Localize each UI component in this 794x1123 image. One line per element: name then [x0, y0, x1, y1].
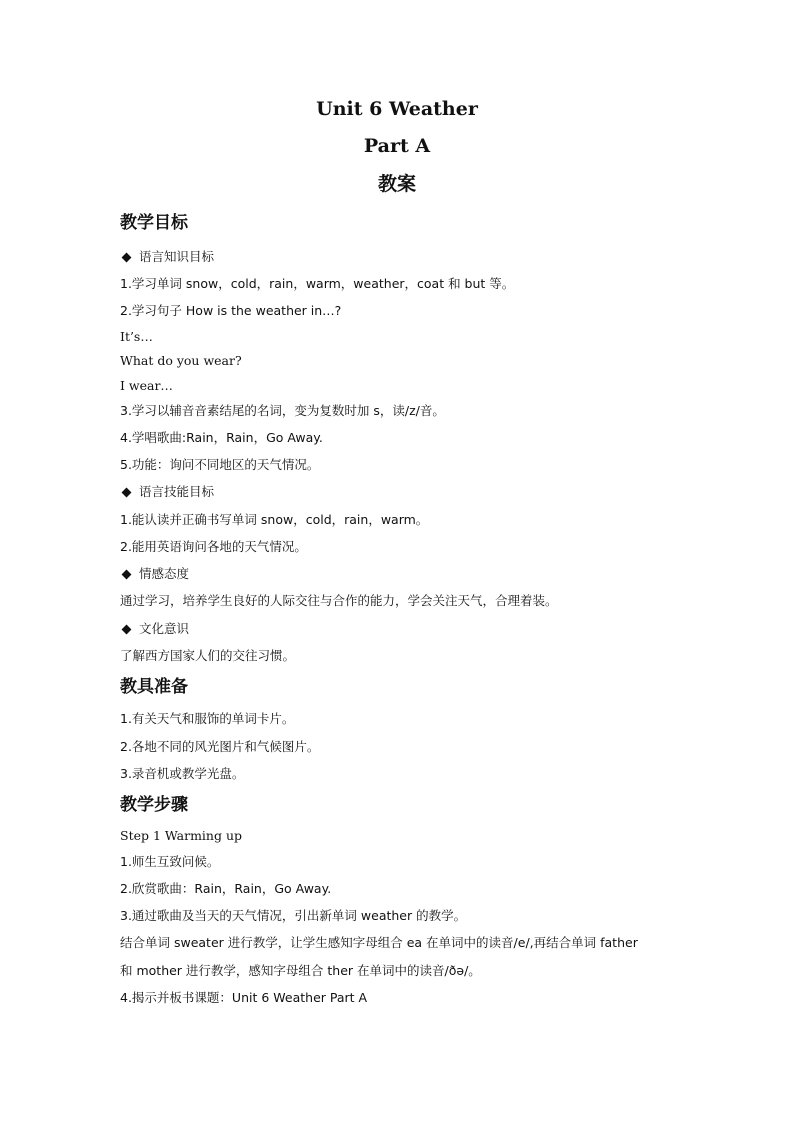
list-item: 3.通过歌曲及当天的天气情况，引出新单词 weather 的教学。 — [120, 908, 467, 923]
list-item: 1.有关天气和服饰的单词卡片。 — [120, 711, 295, 726]
bullet-knowledge — [120, 248, 214, 266]
list-item: 1.学习单词 snow，cold，rain，warm，weather，coat 和 but 等。 — [120, 276, 515, 291]
list-item: What do you wear? — [120, 353, 242, 368]
list-item: 4.揭示并板书课题：Unit 6 Weather Part A — [120, 990, 368, 1005]
list-item: 1.能认读并正确书写单词 snow，cold，rain，warm。 — [120, 512, 429, 527]
list-item: 通过学习，培养学生良好的人际交往与合作的能力，学会关注天气，合理着装。 — [120, 593, 558, 608]
bullet-culture — [120, 620, 189, 638]
section-heading-objectives: 教学目标 — [120, 213, 188, 233]
section-heading-materials: 教具准备 — [120, 677, 188, 697]
list-item: 2.学习句子 How is the weather in…? — [120, 303, 342, 318]
list-item: 5.功能：询问不同地区的天气情况。 — [120, 457, 320, 472]
bullet-skill — [120, 483, 214, 501]
bullet-label: 语言技能目标 — [139, 484, 215, 499]
list-item: 1.师生互致问候。 — [120, 854, 220, 869]
list-item: 和 mother 进行教学，感知字母组合 ther 在单词中的读音/ðə/。 — [120, 963, 481, 978]
list-item: 3.录音机或教学光盘。 — [120, 766, 245, 781]
document-subtitle: Part A — [363, 135, 431, 157]
bullet-label: 文化意识 — [139, 621, 190, 636]
section-heading-steps: 教学步骤 — [120, 795, 188, 815]
diamond-bullet-icon — [122, 569, 132, 579]
list-item: 2.各地不同的风光图片和气候图片。 — [120, 739, 320, 754]
document-type: 教案 — [377, 173, 416, 195]
list-item: 了解西方国家人们的交往习惯。 — [120, 648, 296, 663]
list-item: Step 1 Warming up — [120, 828, 243, 843]
list-item: I wear… — [120, 378, 173, 393]
bullet-attitude — [120, 565, 189, 583]
list-item: It’s… — [120, 329, 153, 344]
bullet-label: 情感态度 — [139, 566, 190, 581]
document-title: Unit 6 Weather — [316, 98, 478, 120]
list-item: 3.学习以辅音音素结尾的名词，变为复数时加 s，读/z/音。 — [120, 403, 445, 418]
list-item: 2.能用英语询问各地的天气情况。 — [120, 539, 307, 554]
bullet-label: 语言知识目标 — [139, 249, 215, 264]
list-item: 4.学唱歌曲:Rain，Rain，Go Away. — [120, 430, 323, 445]
list-item: 结合单词 sweater 进行教学，让学生感知字母组合 ea 在单词中的读音/e/,再结合单词 father — [120, 935, 638, 950]
diamond-bullet-icon — [122, 624, 132, 634]
diamond-bullet-icon — [122, 487, 132, 497]
list-item: 2.欣赏歌曲：Rain，Rain，Go Away. — [120, 881, 332, 896]
diamond-bullet-icon — [122, 252, 132, 262]
